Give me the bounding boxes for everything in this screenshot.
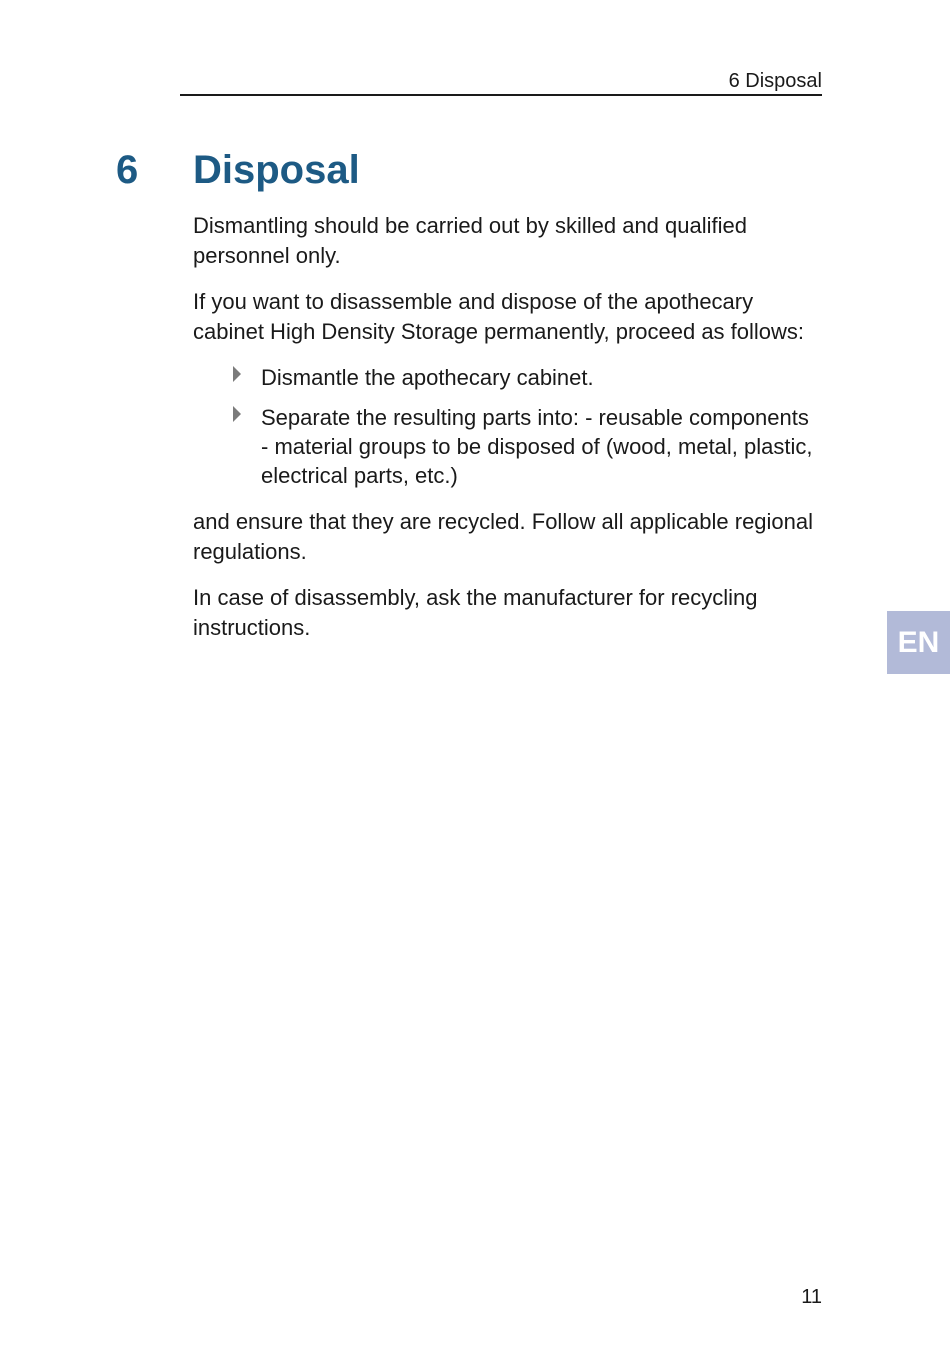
language-tab [887, 611, 950, 674]
paragraph-qualified-personnel: Dismantling should be carried out by skilled and qualified personnel only. [193, 213, 747, 268]
step-dismantle: Dismantle the apothecary cabinet. [261, 365, 594, 390]
page-number: 11 [801, 1286, 822, 1308]
running-header: 6 Disposal [728, 70, 822, 92]
paragraph-manufacturer-instructions: In case of disassembly, ask the manufacturer for recycling instructions. [193, 585, 758, 640]
chapter-title: Disposal [193, 148, 360, 192]
language-tab-label: EN [897, 625, 940, 659]
paragraph-recycling: and ensure that they are recycled. Follow all applicable regional regulations. [193, 509, 814, 564]
step-separate-parts: Separate the resulting parts into: - reusable components - material groups to be disposed of (wood, metal, plastic, electrical parts, etc.) [261, 405, 813, 488]
bullet-arrow-icon [233, 366, 241, 382]
header-divider [180, 94, 822, 96]
chapter-number: 6 [116, 148, 139, 192]
bullet-arrow-icon [233, 406, 241, 422]
paragraph-disassembly-intro: If you want to disassemble and dispose of the apothecary cabinet High Density Storage permanently, proceed as follows: [193, 289, 805, 344]
